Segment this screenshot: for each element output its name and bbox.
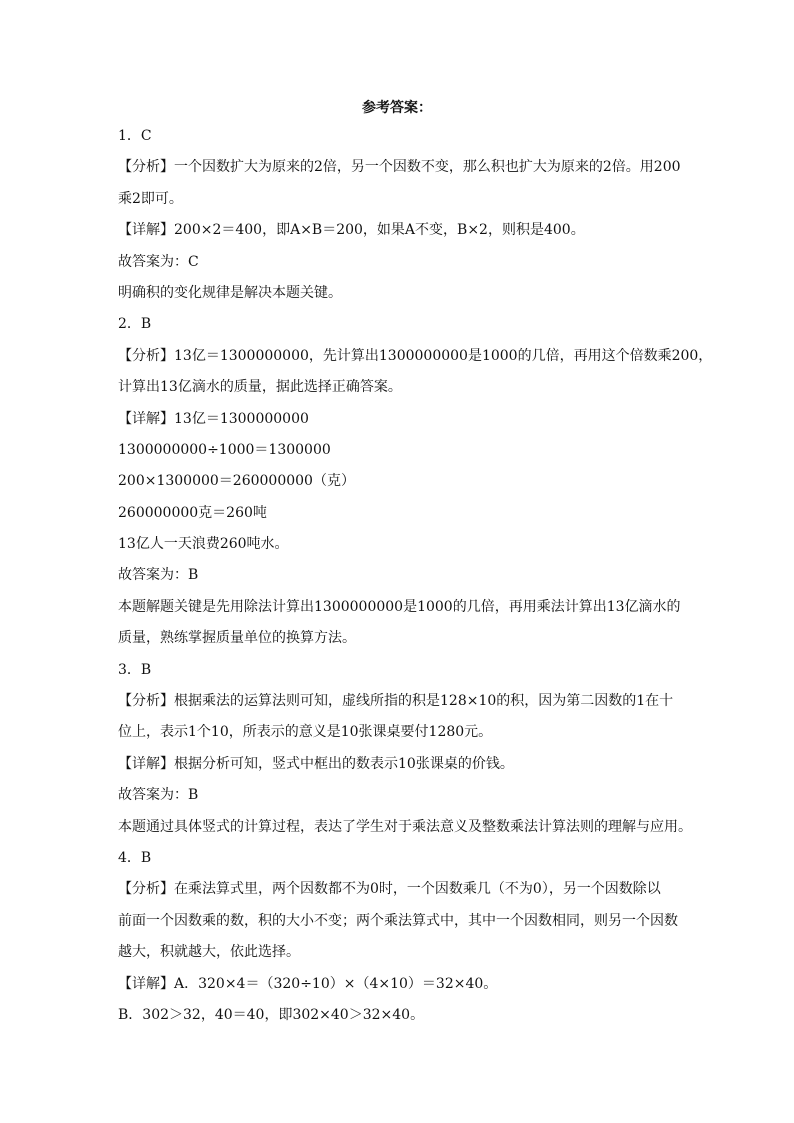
text-line: 故答案为：C	[118, 253, 199, 270]
text-line: 质量，熟练掌握质量单位的换算方法。	[118, 630, 356, 647]
text-line: 【详解】根据分析可知，竖式中框出的数表示10张课桌的价钱。	[118, 755, 514, 772]
text-line: 【分析】在乘法算式里，两个因数都不为0时，一个因数乘几（不为0），另一个因数除以	[118, 881, 661, 898]
text-line: 明确积的变化规律是解决本题关键。	[118, 284, 342, 301]
text-line: 故答案为：B	[118, 787, 199, 804]
text-line: 故答案为：B	[118, 567, 199, 584]
text-line: 3．B	[118, 661, 152, 678]
text-line: 13亿人一天浪费260吨水。	[118, 536, 289, 553]
text-line: 1300000000÷1000＝1300000	[118, 441, 331, 458]
text-line: 4．B	[118, 849, 152, 866]
text-line: 【分析】13亿＝1300000000，先计算出1300000000是1000的几倍，再用这个倍数乘200，	[118, 347, 713, 364]
text-line: 【详解】200×2＝400，即A×B＝200，如果A不变，B×2，则积是400。	[118, 222, 585, 239]
text-line: 计算出13亿滴水的质量，据此选择正确答案。	[118, 379, 402, 396]
text-line: 位上，表示1个10，所表示的意义是10张课桌要付1280元。	[118, 724, 493, 741]
text-line: 乘2即可。	[118, 190, 183, 207]
text-line: 【分析】一个因数扩大为原来的2倍，另一个因数不变，那么积也扩大为原来的2倍。用200	[118, 159, 681, 176]
text-line: 1．C	[118, 128, 152, 144]
text-line: 2．B	[118, 316, 152, 333]
text-line: 前面一个因数乘的数，积的大小不变；两个乘法算式中，其中一个因数相同，则另一个因数	[118, 912, 678, 929]
text-line: 【详解】A．320×4＝（320÷10）×（4×10）＝32×40。	[118, 975, 498, 992]
text-line: 【详解】13亿＝1300000000	[118, 410, 309, 427]
text-line: 本题解题关键是先用除法计算出1300000000是1000的几倍，再用乘法计算出13亿滴水的	[118, 598, 681, 615]
text-line: B．302＞32，40＝40，即302×40＞32×40。	[118, 1006, 425, 1023]
text-line: 本题通过具体竖式的计算过程，表达了学生对于乘法意义及整数乘法计算法则的理解与应用。	[118, 818, 692, 835]
text-line: 越大，积就越大，依此选择。	[118, 944, 300, 961]
text-line: 200×1300000＝260000000（克）	[118, 473, 355, 490]
answer-content	[118, 121, 713, 1031]
page-title: 参考答案：	[362, 100, 432, 116]
text-line: 260000000克＝260吨	[118, 504, 267, 521]
text-line: 【分析】根据乘法的运算法则可知，虚线所指的积是128×10的积，因为第二因数的1在十	[118, 693, 674, 710]
